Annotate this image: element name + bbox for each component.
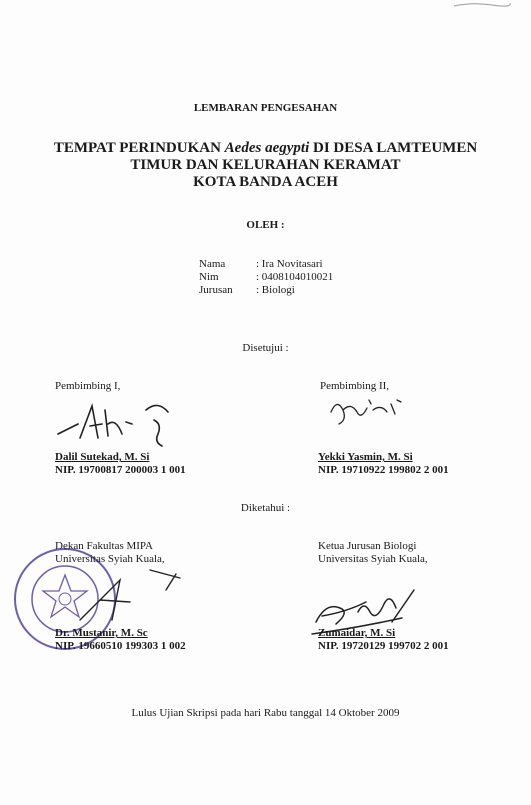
dean-role-line-1: Dekan Fakultas MIPA [55, 540, 153, 552]
thesis-title-line-1: TEMPAT PERINDUKAN Aedes aegypti DI DESA LAMTEUMEN [53, 140, 478, 156]
student-info [199, 258, 333, 297]
head-role-line-2: Universitas Syiah Kuala, [318, 553, 428, 565]
page-heading: LEMBARAN PENGESAHAN [193, 102, 338, 114]
advisor2-signature [325, 390, 405, 432]
student-row-nim: Nim : 0408104010021 [199, 271, 334, 283]
advisor2-nip: NIP. 19710922 199802 2 001 [318, 464, 449, 476]
thesis-title-line-3: KOTA BANDA ACEH [193, 174, 338, 190]
thesis-title [0, 140, 531, 191]
oleh-label: OLEH : [246, 219, 285, 231]
dean-name: Dr. Mustanir, M. Sc [55, 627, 148, 639]
head-nip: NIP. 19720129 199702 2 001 [318, 640, 449, 652]
dean-role-line-2: Universitas Syiah Kuala, [55, 553, 165, 565]
advisor1-signature [50, 398, 180, 450]
advisor1-name: Dalil Sutekad, M. Si [55, 451, 150, 463]
head-name: Zumaidar, M. Si [318, 627, 396, 639]
advisor2-role: Pembimbing II, [320, 380, 390, 392]
advisor1-role: Pembimbing I, [55, 380, 121, 392]
acknowledged-heading: Diketahui : [240, 502, 291, 514]
student-row-name: Nama : Ira Novitasari [199, 258, 323, 270]
exam-footer: Lulus Ujian Skripsi pada hari Rabu tanggal 14 Oktober 2009 [131, 707, 400, 719]
scan-mark [452, 0, 512, 12]
head-role-line-1: Ketua Jurusan Biologi [318, 540, 417, 552]
student-row-jurusan: Jurusan : Biologi [199, 284, 295, 296]
advisor1-nip: NIP. 19700817 200003 1 001 [55, 464, 186, 476]
advisor2-name: Yekki Yasmin, M. Si [318, 451, 413, 463]
approved-heading: Disetujui : [242, 342, 289, 354]
dean-nip: NIP. 19660510 199303 1 002 [55, 640, 186, 652]
thesis-title-line-2: TIMUR DAN KELURAHAN KERAMAT [130, 157, 401, 173]
